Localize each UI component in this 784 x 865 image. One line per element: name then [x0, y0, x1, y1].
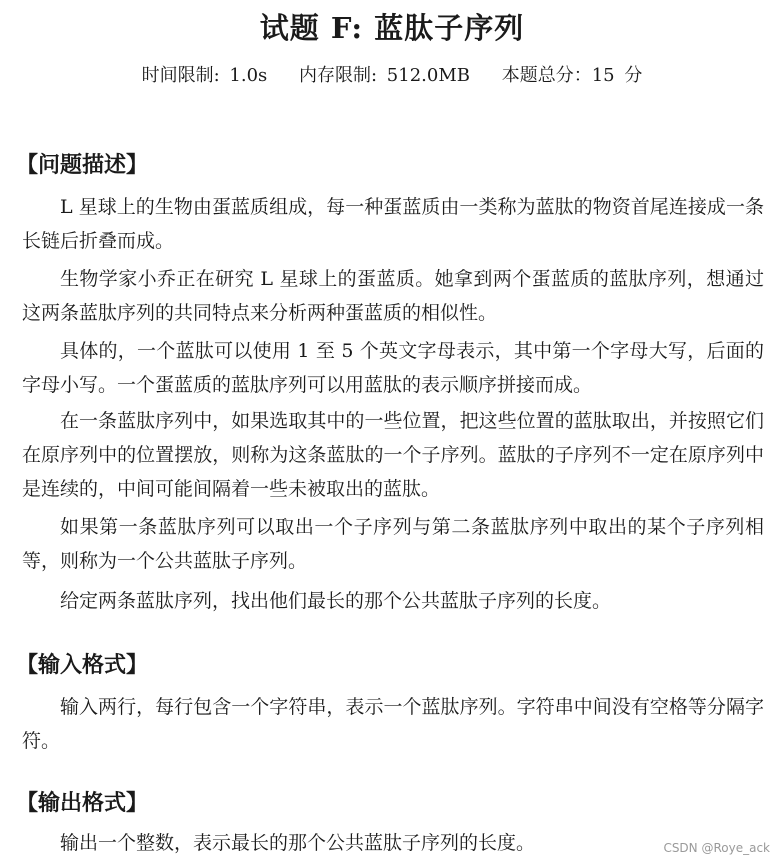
input-format-paragraph: 输入两行，每行包含一个字符串，表示一个蓝肽序列。字符串中间没有空格等分隔字符。: [22, 696, 764, 752]
problem-title: 试题 F: 蓝肽子序列: [259, 11, 525, 45]
total-score: 本题总分：15 分: [501, 65, 643, 86]
description-paragraph-2: 生物学家小乔正在研究 L 星球上的蛋蓝质。她拿到两个蛋蓝质的蓝肽序列，想通过这两条蓝肽序列的共同特点来分析两种蛋蓝质的相似性。: [22, 268, 764, 324]
output-format-heading: 【输出格式】: [16, 791, 149, 816]
time-limit: 时间限制: 1.0s: [141, 65, 268, 86]
description-heading: 【问题描述】: [16, 153, 149, 178]
input-format-heading: 【输入格式】: [16, 653, 149, 678]
output-format-paragraph: 输出一个整数，表示最长的那个公共蓝肽子序列的长度。: [60, 832, 536, 854]
limits-line: [0, 61, 784, 87]
description-paragraph-6: 给定两条蓝肽序列，找出他们最长的那个公共蓝肽子序列的长度。: [60, 590, 612, 612]
description-paragraph-3: 具体的，一个蓝肽可以使用 1 至 5 个英文字母表示，其中第一个字母大写，后面的字母小写。一个蛋蓝质的蓝肽序列可以用蓝肽的表示顺序拼接而成。: [22, 340, 764, 396]
watermark: CSDN @Roye_ack: [663, 841, 770, 855]
description-paragraph-1: L 星球上的生物由蛋蓝质组成，每一种蛋蓝质由一类称为蓝肽的物资首尾连接成一条长链后折叠而成。: [22, 196, 764, 252]
description-paragraph-5: 如果第一条蓝肽序列可以取出一个子序列与第二条蓝肽序列中取出的某个子序列相等，则称为一个公共蓝肽子序列。: [22, 516, 764, 572]
description-paragraph-4: 在一条蓝肽序列中，如果选取其中的一些位置，把这些位置的蓝肽取出，并按照它们在原序列中的位置摆放，则称为这条蓝肽的一个子序列。蓝肽的子序列不一定在原序列中是连续的，中间可能间隔着一些未被取出的蓝肽。: [22, 410, 764, 500]
memory-limit: 内存限制: 512.0MB: [299, 65, 470, 86]
